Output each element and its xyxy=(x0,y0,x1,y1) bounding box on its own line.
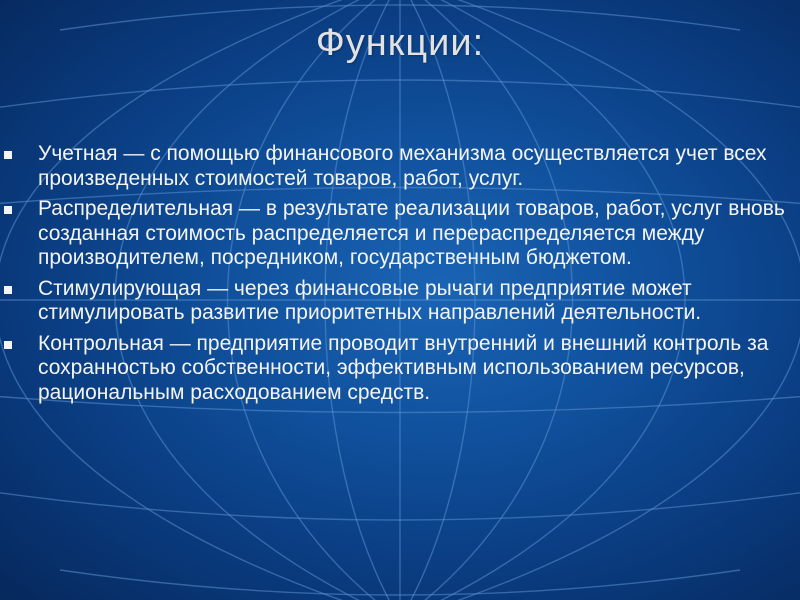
list-item xyxy=(0,142,790,191)
bullet-text: Контрольная — предприятие проводит внутренний и внешний контроль за сохранностью собственности, эффективным использованием ресурсов, рациональным расходованием средств. xyxy=(38,331,769,404)
list-item xyxy=(0,277,790,326)
slide-title: Функции: xyxy=(315,22,485,64)
list-item xyxy=(0,332,790,406)
square-bullet-icon xyxy=(4,151,12,159)
bullet-list xyxy=(0,142,790,411)
square-bullet-icon xyxy=(4,206,12,214)
list-item xyxy=(0,197,790,271)
bullet-text: Стимулирующая — через финансовые рычаги предприятие может стимулировать развитие приоритетных направлений деятельности. xyxy=(38,276,702,324)
bullet-text: Учетная — с помощью финансового механизма осуществляется учет всех произведенных стоимостей товаров, работ, услуг. xyxy=(38,142,767,190)
bullet-text: Распределительная — в результате реализации товаров, работ, услуг вновь созданная стоимость распределяется и перераспределяется между производителем, посредником, государственным бюджетом. xyxy=(38,197,785,269)
square-bullet-icon xyxy=(4,286,12,294)
square-bullet-icon xyxy=(4,341,12,349)
